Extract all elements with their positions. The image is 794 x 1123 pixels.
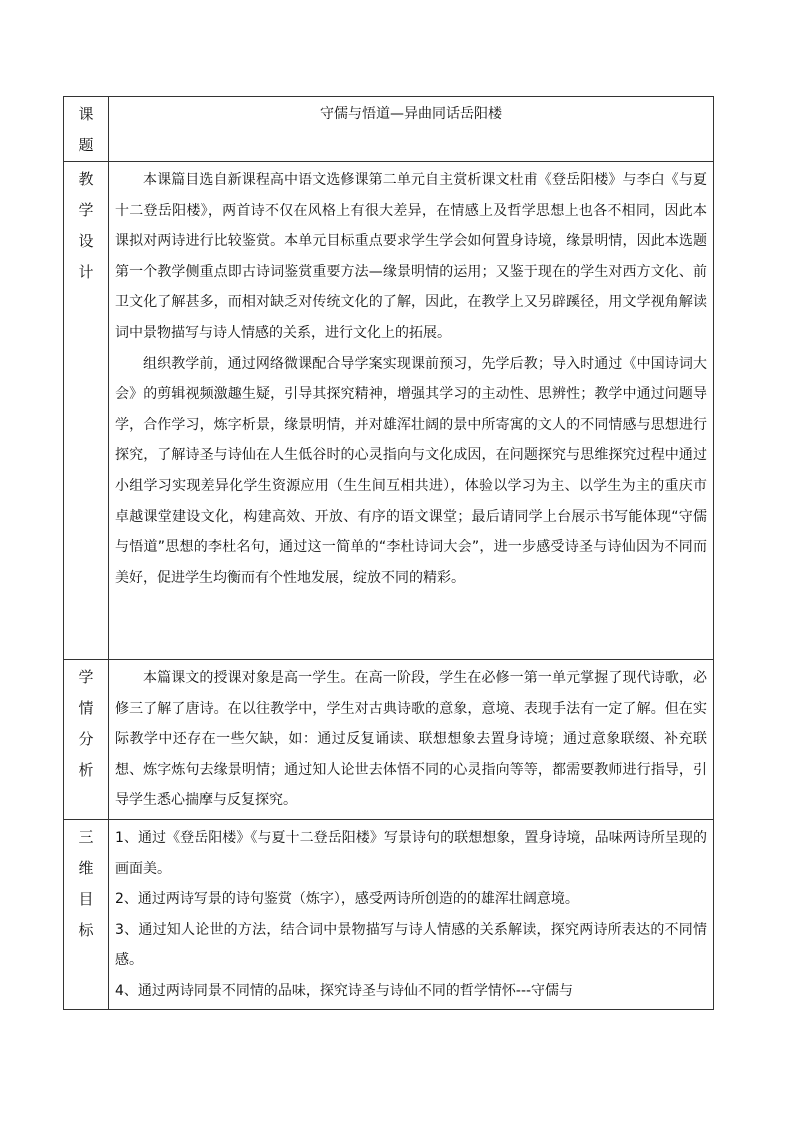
lesson-plan-table bbox=[63, 96, 714, 1010]
table-row-teaching-design bbox=[64, 162, 714, 660]
row-label-teaching-design bbox=[64, 162, 109, 660]
objectives-content bbox=[109, 820, 714, 1010]
objective-item: 2、通过两诗写景的诗句鉴赏（炼字），感受两诗所创造的的雄浑壮阔意境。 bbox=[115, 891, 579, 908]
paragraph: 组织教学前，通过网络微课配合导学案实现课前预习，先学后教；导入时通过《中国诗词大会》的剪辑视频激趣生疑，引导其探究精神，增强其学习的主动性、思辨性；教学中通过问题导学，合作学习，炼字析景，缘景明情，并对雄浑壮阔的景中所寄寓的文人的不同情感与思想进行探究，了解诗圣与诗仙在人生低谷时的心灵指向与文化成因，在问题探究与思维探究过程中通过小组学习实现差异化学生资源应用（生生间互相共进），体验以学习为主、以学生为主的重庆市卓越课堂建设文化，构建高效、开放、有序的语文课堂；最后请同学上台展示书写能体现“守儒与悟道”思想的李杜名句，通过这一简单的“李杜诗词大会”，进一步感受诗圣与诗仙因为不同而美好，促进学生均衡而有个性地发展，绽放不同的精彩。 bbox=[115, 355, 707, 586]
label-char: 学 bbox=[78, 201, 94, 219]
label-char: 题 bbox=[78, 136, 94, 154]
paragraph: 本课篇目选自新课程高中语文选修课第二单元自主赏析课文杜甫《登岳阳楼》与李白《与夏十二登岳阳楼》，两首诗不仅在风格上有很大差异，在情感上及哲学思想上也各不相同，因此本课拟对两诗进行比较鉴赏。本单元目标重点要求学生学会如何置身诗境，缘景明情，因此本选题第一个教学侧重点即古诗词鉴赏重要方法—缘景明情的运用；又鉴于现在的学生对西方文化、前卫文化了解甚多，而相对缺乏对传统文化的了解，因此，在教学上又另辟蹊径，用文学视角解读词中景物描写与诗人情感的关系，进行文化上的拓展。 bbox=[115, 172, 707, 341]
table-row-learner-analysis bbox=[64, 660, 714, 820]
paragraph: 本篇课文的授课对象是高一学生。在高一阶段，学生在必修一第一单元掌握了现代诗歌，必修三了解了唐诗。在以往教学中，学生对古典诗歌的意象，意境、表现手法有一定了解。但在实际教学中还存在一些欠缺，如：通过反复诵读、联想想象去置身诗境；通过意象联缀、补充联想、炼字炼句去缘景明情；通过知人论世去体悟不同的心灵指向等等，都需要教师进行指导，引导学生悉心揣摩与反复探究。 bbox=[115, 670, 707, 809]
objective-item: 3、通过知人论世的方法，结合词中景物描写与诗人情感的关系解读，探究两诗所表达的不同情感。 bbox=[115, 921, 707, 969]
row-label-objectives bbox=[64, 820, 109, 1010]
label-char: 标 bbox=[78, 921, 94, 939]
label-char: 分 bbox=[78, 730, 94, 748]
label-char: 课 bbox=[78, 105, 94, 123]
label-char: 析 bbox=[78, 761, 94, 779]
row-label-topic bbox=[64, 97, 109, 162]
learner-analysis-content bbox=[109, 660, 714, 820]
table-row-objectives bbox=[64, 820, 714, 1010]
objective-item: 4、通过两诗同景不同情的品味，探究诗圣与诗仙不同的哲学情怀---守儒与 bbox=[115, 982, 574, 999]
label-char: 计 bbox=[78, 263, 94, 281]
lesson-title: 守儒与悟道—异曲同话岳阳楼 bbox=[109, 97, 714, 162]
label-char: 情 bbox=[78, 699, 94, 717]
label-char: 教 bbox=[78, 170, 94, 188]
label-char: 三 bbox=[78, 828, 94, 846]
label-char: 学 bbox=[78, 668, 94, 686]
label-char: 维 bbox=[78, 859, 94, 877]
teaching-design-content bbox=[109, 162, 714, 660]
row-label-learner-analysis bbox=[64, 660, 109, 820]
objective-item: 1、通过《登岳阳楼》《与夏十二登岳阳楼》写景诗句的联想想象，置身诗境，品味两诗所呈现的画面美。 bbox=[115, 830, 707, 877]
table-row-topic bbox=[64, 97, 714, 162]
label-char: 设 bbox=[78, 232, 94, 250]
label-char: 目 bbox=[78, 890, 94, 908]
